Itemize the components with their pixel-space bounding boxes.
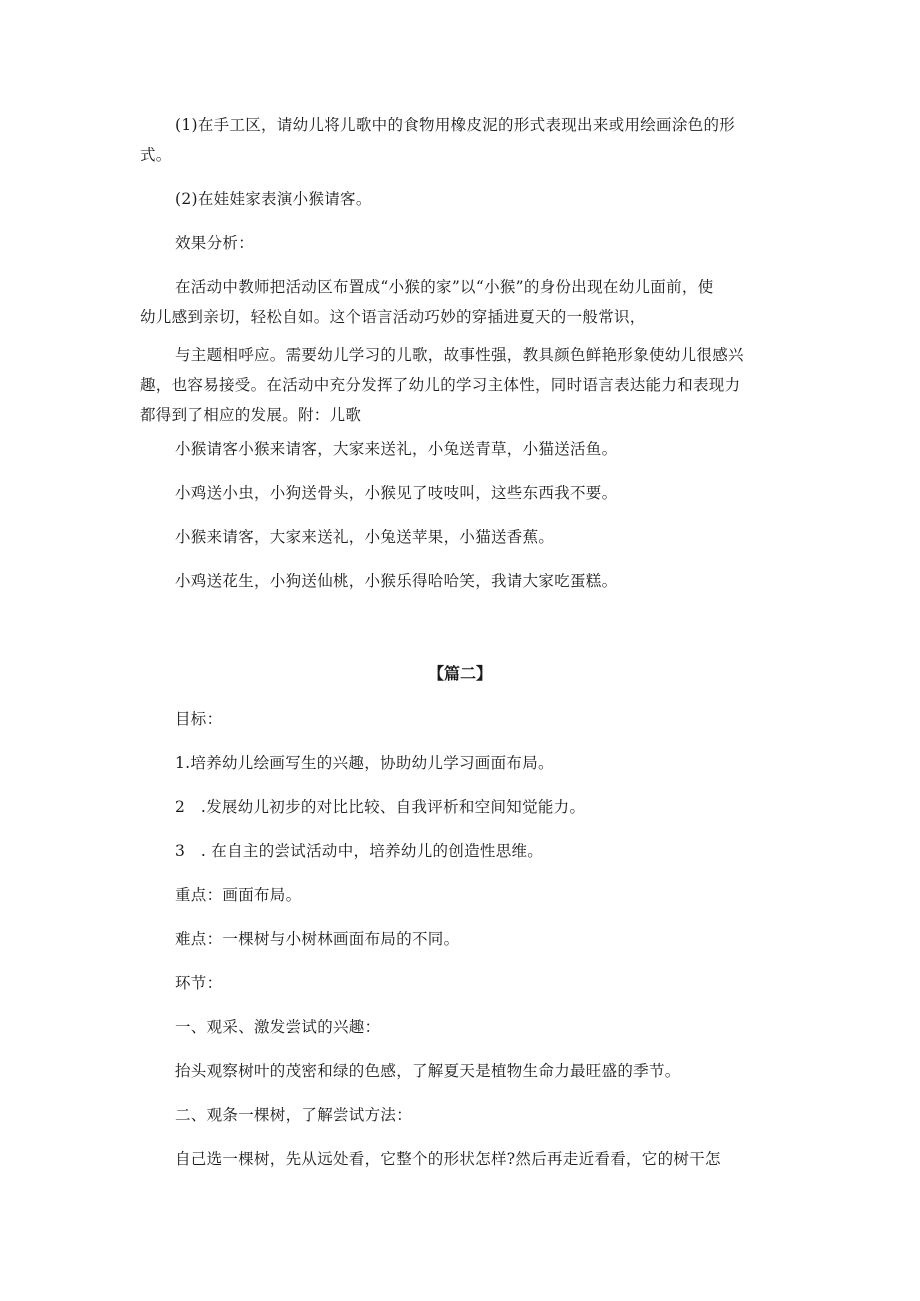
- text-line: 与主题相呼应。需要幼儿学习的儿歌，故事性强，教具颜色鲜艳形象使幼儿很感兴: [175, 346, 744, 364]
- paragraph-observe-leaves: [175, 1056, 787, 1086]
- section-heading: 【篇二】: [427, 664, 492, 683]
- text-line: 效果分析：: [175, 234, 255, 252]
- step-heading-1: [175, 1012, 787, 1042]
- text-line: 二、观条一棵树，了解尝试方法：: [175, 1106, 413, 1124]
- text-line: 一、观采、激发尝试的兴趣：: [175, 1018, 381, 1036]
- text-line: 2 .发展幼儿初步的对比比较、自我评析和空间知觉能力。: [175, 798, 586, 816]
- text-line: 小猴请客小猴来请客，大家来送礼，小兔送青草，小猫送活鱼。: [175, 440, 618, 458]
- paragraph-difficulty: [175, 924, 787, 954]
- paragraph-steps-label: [175, 968, 787, 998]
- text-line: (1)在手工区，请幼儿将儿歌中的食物用橡皮泥的形式表现出来或用绘画涂色的形: [175, 116, 736, 134]
- text-line: 都得到了相应的发展。附：儿歌: [140, 406, 362, 424]
- paragraph-choose-tree: [175, 1144, 787, 1174]
- song-line-3: [175, 522, 787, 552]
- paragraph-theme: [140, 340, 787, 430]
- text-line: 难点：一棵树与小树林画面布局的不同。: [175, 930, 460, 948]
- text-line: 小鸡送小虫，小狗送骨头，小猴见了吱吱叫，这些东西我不要。: [175, 484, 618, 502]
- paragraph-handcraft: [140, 110, 787, 170]
- goal-item-3: [175, 836, 787, 866]
- paragraph-doll-house: [175, 184, 787, 214]
- text-line: 3 . 在自主的尝试活动中，培养幼儿的创造性思维。: [175, 842, 544, 860]
- text-line: 小猴来请客，大家来送礼，小兔送苹果，小猫送香蕉。: [175, 528, 555, 546]
- text-line: 在活动中教师把活动区布置成“小猴的家”以“小猴”的身份出现在幼儿面前，使: [175, 278, 714, 296]
- paragraph-effect-label: [175, 228, 787, 258]
- paragraph-goals-label: [175, 704, 787, 734]
- song-line-4: [175, 566, 787, 596]
- paragraph-effect-analysis: [140, 272, 787, 332]
- text-line: 小鸡送花生，小狗送仙桃，小猴乐得哈哈笑，我请大家吃蛋糕。: [175, 572, 618, 590]
- song-line-1: [175, 434, 787, 464]
- text-line: (2)在娃娃家表演小猴请客。: [175, 190, 372, 208]
- text-line: 1.培养幼儿绘画写生的兴趣，协助幼儿学习画面布局。: [175, 754, 554, 772]
- text-line: 抬头观察树叶的茂密和绿的色感，了解夏天是植物生命力最旺盛的季节。: [175, 1062, 681, 1080]
- step-heading-2: [175, 1100, 787, 1130]
- text-line: 目标：: [175, 710, 223, 728]
- text-line: 趣，也容易接受。在活动中充分发挥了幼儿的学习主体性，同时语言表达能力和表现力: [140, 376, 741, 394]
- text-line: 幼儿感到亲切，轻松自如。这个语言活动巧妙的穿插进夏天的一般常识，: [140, 308, 646, 326]
- text-line: 式。: [140, 146, 172, 164]
- goal-item-2: [175, 792, 787, 822]
- text-line: 重点：画面布局。: [175, 886, 302, 904]
- paragraph-key-point: [175, 880, 787, 910]
- goal-item-1: [175, 748, 787, 778]
- text-line: 环节：: [175, 974, 223, 992]
- song-line-2: [175, 478, 787, 508]
- text-line: 自己选一棵树，先从远处看，它整个的形状怎样?然后再走近看看，它的树干怎: [175, 1150, 721, 1168]
